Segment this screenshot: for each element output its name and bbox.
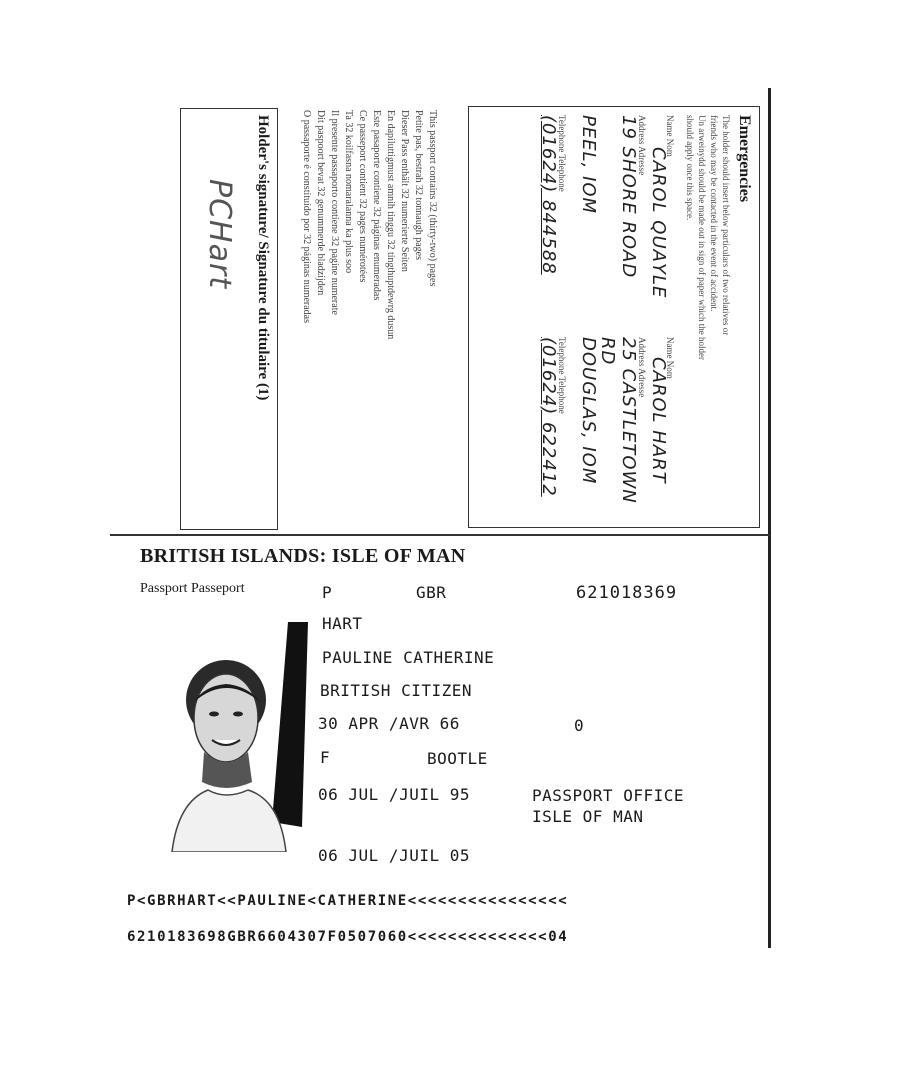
document-label: Passport Passeport	[140, 581, 245, 596]
contact1-name: CAROL QUAYLE	[648, 147, 669, 299]
page-fold-line	[110, 534, 770, 536]
signature-box	[180, 108, 278, 530]
contact2-name: CAROL HART	[648, 357, 669, 484]
mrz-line-2: 6210183698GBR6604307F0507060<<<<<<<<<<<<<<04	[127, 929, 569, 945]
emergencies-title: Emergencies	[736, 115, 753, 203]
contact2-telephone: (01624) 622412	[538, 337, 559, 497]
instruction-line-1: The holder should insert below particulars of two relatives or	[721, 115, 731, 336]
nationality: BRITISH CITIZEN	[320, 681, 472, 700]
pages-notice-8: Il presente passaporto contiene 32 pagine numerate	[329, 110, 340, 315]
given-names: PAULINE CATHERINE	[322, 648, 495, 667]
instruction-line-3: Un arweinydd should be made out in sign of paper which the holder	[697, 115, 707, 360]
sex: F	[320, 748, 331, 767]
passport-number: 621018369	[576, 583, 678, 603]
emergencies-page	[108, 100, 768, 530]
contact1-address-1: 19 SHORE ROAD	[618, 115, 639, 279]
holder-photo	[168, 622, 308, 852]
issuing-authority-2: ISLE OF MAN	[532, 807, 644, 826]
contact2-address-1: 25 CASTLETOWN RD	[597, 337, 639, 504]
contact2-address-label: Address Adresse	[637, 337, 647, 398]
pages-notice-2: Petite pas, bestrah 32 tonnaugh pages	[413, 110, 424, 260]
contact2-telephone-label: Telephone Telephone	[557, 337, 567, 414]
instruction-line-4: should apply once this space.	[685, 115, 695, 221]
instruction-line-2: friends who may be contacted in the event of accident.	[709, 115, 719, 312]
issuing-state-title: BRITISH ISLANDS: ISLE OF MAN	[140, 545, 466, 567]
signature-label: Holder's signature/ Signature du titulaire (1)	[255, 115, 271, 401]
emergencies-box	[468, 106, 760, 528]
passport-type: P	[322, 583, 333, 602]
contact2-name-label: Name Nom	[665, 337, 675, 379]
contact2-address-2: DOUGLAS, IOM	[578, 337, 599, 485]
page-right-edge	[768, 88, 771, 948]
issuing-authority-1: PASSPORT OFFICE	[532, 786, 684, 805]
date-of-expiry: 06 JUL /JUIL 05	[318, 846, 470, 865]
contact1-telephone: (01624) 844588	[538, 115, 559, 275]
pages-notice-1: This passport contains 32 (thirty-two) pages	[427, 110, 438, 287]
pages-notice-4: En dapiluttigmust amnih tinggu 32 tingthuptdewrg dusun	[385, 110, 396, 340]
contact1-address-label: Address Adresse	[637, 115, 647, 176]
pages-notice-5: Este pasaporte contiene 32 páginas enumeradas	[371, 110, 382, 301]
dependants: 0	[574, 716, 585, 735]
mrz-line-1: P<GBRHART<<PAULINE<CATHERINE<<<<<<<<<<<<<<<<	[127, 893, 569, 909]
contact1-name-label: Name Nom	[665, 115, 675, 157]
pages-notice-6: Ce passeport contient 32 pages numérotées	[357, 110, 368, 283]
contact1-telephone-label: Telephone Telephone	[557, 115, 567, 192]
holder-signature: PCHart	[202, 179, 237, 290]
surname: HART	[322, 614, 363, 633]
date-of-issue: 06 JUL /JUIL 95	[318, 785, 470, 804]
contact1-address-2: PEEL, IOM	[578, 115, 599, 215]
pages-notice-9: Dit paspoort bevat 32 genummerde bladzijden	[315, 110, 326, 296]
date-of-birth: 30 APR /AVR 66	[318, 714, 460, 733]
country-code: GBR	[416, 583, 447, 602]
pages-notice-7: Ta 32 koilfasna nomaralanna ka plus soo	[343, 110, 354, 274]
place-of-birth: BOOTLE	[427, 749, 488, 768]
pages-notice-3: Dieser Pass enthält 32 numerierte Seiten	[399, 110, 410, 272]
pages-notice-10: O passaporte é constituído por 32 páginas numeradas	[301, 110, 312, 324]
